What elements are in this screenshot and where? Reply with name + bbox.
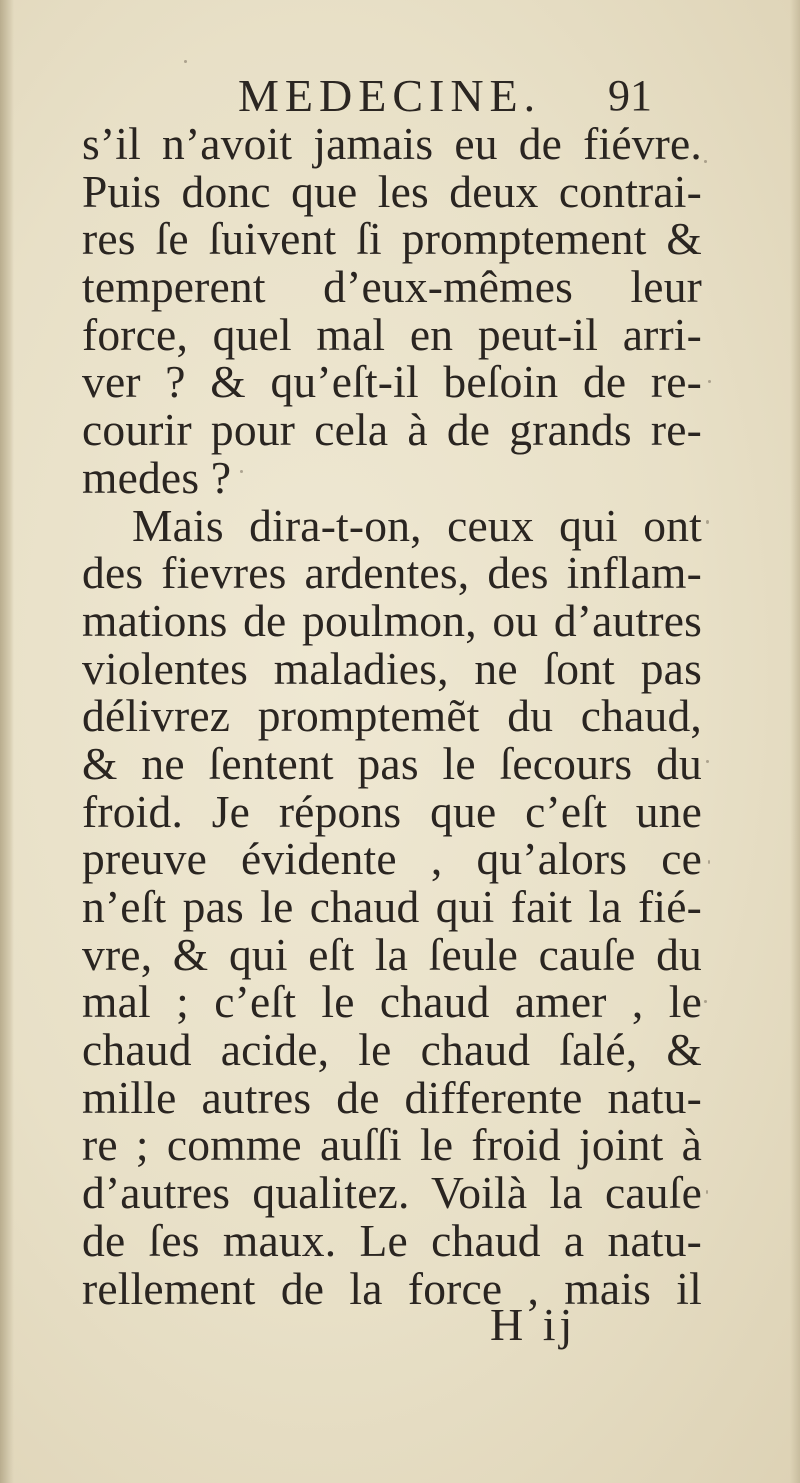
- text-line: mille autres de differente natu-: [82, 1071, 702, 1123]
- paper-speck: [704, 1000, 707, 1003]
- text-line: de ſes maux. Le chaud a natu-: [82, 1214, 702, 1266]
- paper-speck: [708, 380, 711, 383]
- text-line: d’autres qualitez. Voilà la cauſe: [82, 1167, 702, 1219]
- page-number: 91: [608, 71, 652, 120]
- paper-speck: [184, 60, 187, 63]
- text-line: froid. Je répons que c’eſt une: [82, 785, 702, 837]
- text-line: ver ? & qu’eſt-il beſoin de re-: [82, 356, 702, 408]
- paper-speck: [706, 760, 709, 763]
- text-line: mations de poulmon, ou d’autres: [82, 594, 702, 646]
- paper-speck: [706, 520, 709, 524]
- paper-speck: [708, 860, 710, 864]
- text-line: medes ?: [82, 451, 232, 503]
- text-line: force, quel mal en peut-il arri-: [82, 308, 702, 360]
- text-line: rellement de la force , mais il: [82, 1262, 702, 1314]
- text-line: mal ; c’eſt le chaud amer , le: [82, 976, 702, 1028]
- page-header: [0, 66, 800, 126]
- text-line: délivrez promptemẽt du chaud,: [82, 690, 702, 742]
- paper-speck: [706, 1190, 708, 1194]
- running-head: MEDECINE.: [238, 70, 542, 121]
- signature-mark: H ij: [490, 1299, 577, 1350]
- text-line: res ſe ſuivent ſi promptement &: [82, 213, 702, 265]
- text-line: vre, & qui eſt la ſeule cauſe du: [82, 928, 702, 980]
- page-right-edge: [790, 0, 800, 1483]
- paper-speck: [240, 470, 243, 473]
- text-line: courir pour cela à de grands re-: [82, 404, 702, 456]
- text-line: temperent d’eux-mêmes leur: [82, 261, 702, 313]
- page-left-edge: [0, 0, 14, 1483]
- text-line: n’eſt pas le chaud qui fait la fié-: [82, 881, 702, 932]
- text-line: chaud acide, le chaud ſalé, &: [82, 1024, 702, 1076]
- text-line: preuve évidente , qu’alors ce: [82, 833, 702, 885]
- body-text: [82, 120, 702, 1312]
- text-line: violentes maladies, ne ſont pas: [82, 642, 702, 694]
- text-line: re ; comme auſſi le froid joint à: [82, 1119, 702, 1171]
- paper-speck: [704, 160, 707, 163]
- text-line: des fievres ardentes, des inflam-: [82, 547, 702, 599]
- text-line: Mais dira-t-on, ceux qui ont: [132, 499, 702, 551]
- text-line: s’il n’avoit jamais eu de fiévre.: [82, 118, 702, 169]
- text-line: Puis donc que les deux contrai-: [82, 165, 702, 217]
- text-line: & ne ſentent pas le ſecours du: [82, 737, 702, 789]
